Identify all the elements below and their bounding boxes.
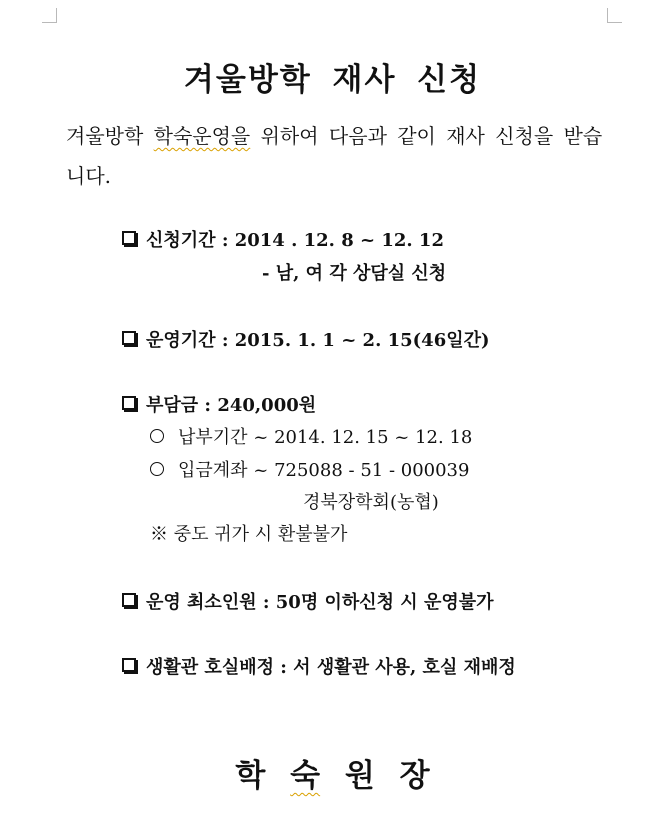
item-fee	[122, 394, 316, 418]
signature-part3: 원 장	[320, 758, 430, 794]
fee-text: 부담금 : 240,000원	[146, 395, 317, 416]
account-text: 입금계좌 ~ 725088 - 51 - 000039	[178, 460, 470, 481]
intro-text-end: 위하여 다음과 같이 재사 신청을 받습니다.	[66, 124, 603, 188]
min-people-text: 운영 최소인원 : 50명 이하신청 시 운영불가	[146, 592, 494, 613]
signature	[0, 750, 665, 795]
page-corner-mark-top-right	[607, 8, 622, 23]
checkbox-icon	[122, 231, 136, 245]
item-operation-period	[122, 329, 490, 353]
checkbox-icon	[122, 331, 136, 345]
signature-part2: 숙	[290, 758, 321, 794]
checkbox-icon	[122, 593, 136, 607]
circle-bullet-icon	[150, 429, 164, 443]
payment-period-text: 납부기간 ~ 2014. 12. 15 ~ 12. 18	[178, 427, 473, 448]
fee-account	[150, 459, 469, 483]
room-assignment-text: 생활관 호실배정 : 서 생활관 사용, 호실 재배정	[146, 657, 516, 678]
fee-payment-period	[150, 426, 472, 450]
item-room-assignment	[122, 656, 516, 680]
intro-text-start: 겨울방학	[66, 124, 154, 148]
intro-paragraph	[66, 116, 606, 196]
refund-note: ※ 중도 귀가 시 환불불가	[150, 524, 348, 545]
item-min-people	[122, 591, 494, 615]
account-holder: 경북장학회(농협)	[303, 492, 439, 513]
checkbox-icon	[122, 396, 136, 410]
circle-bullet-icon	[150, 462, 164, 476]
item-apply-period	[122, 229, 444, 253]
page-corner-mark-top-left	[42, 8, 57, 23]
apply-period-sub: - 남, 여 각 상담실 신청	[262, 263, 447, 284]
apply-period-text: 신청기간 : 2014 . 12. 8 ~ 12. 12	[146, 230, 444, 251]
intro-text-underlined: 학숙운영을	[153, 124, 251, 148]
document-title: 겨울방학 재사 신청	[183, 62, 482, 98]
signature-part1: 학	[235, 758, 291, 794]
operation-period-text: 운영기간 : 2015. 1. 1 ~ 2. 15(46일간)	[146, 330, 490, 351]
checkbox-icon	[122, 658, 136, 672]
